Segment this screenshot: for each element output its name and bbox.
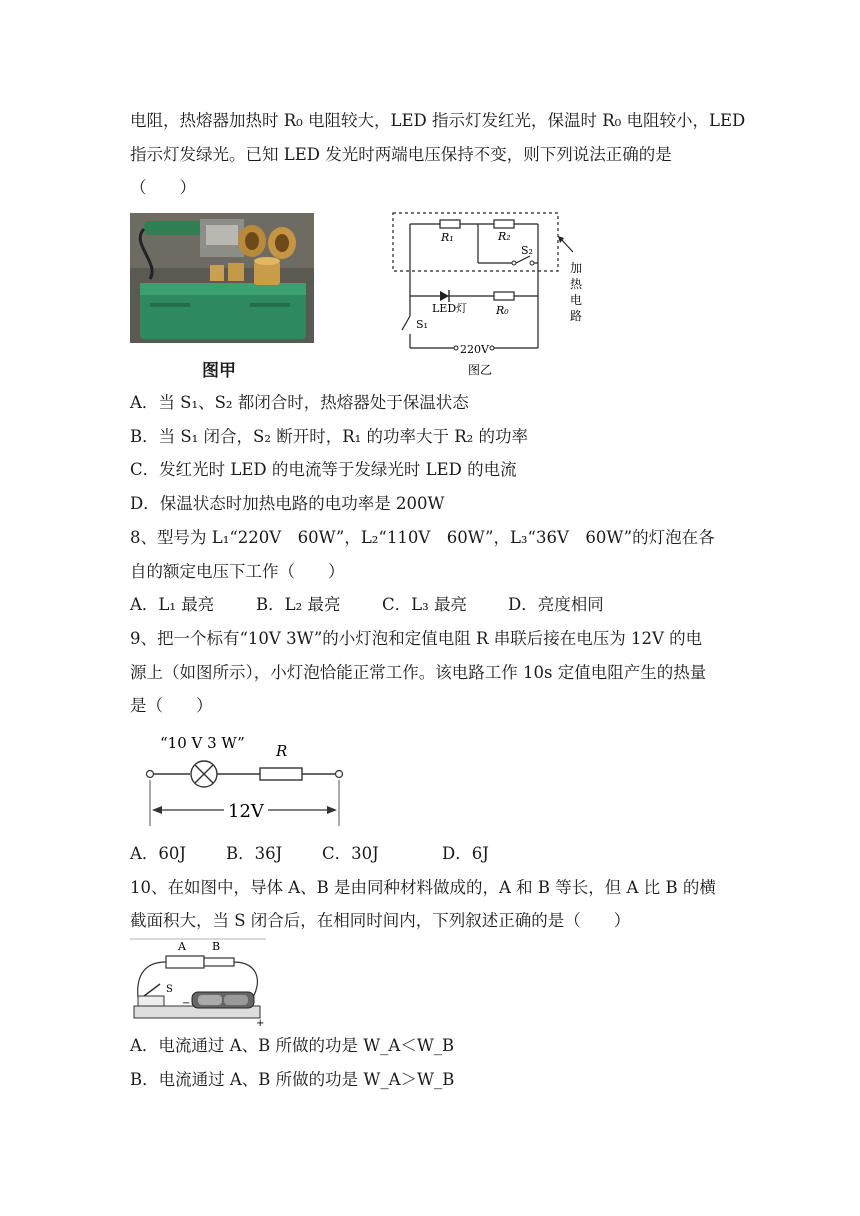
resistor-icon [260, 768, 302, 780]
q9-option-b: B．36J [226, 844, 283, 863]
s1-label: S₁ [416, 318, 428, 331]
q8-option-c: C．L₃ 最亮 [382, 595, 467, 614]
q8-stem-line-1: 8、型号为 L₁“220V 60W”，L₂“110V 60W”，L₃“36V 60W”的灯泡在各 [130, 528, 715, 547]
voltage-label: 220V [460, 343, 489, 356]
figure-b-circuit [388, 208, 598, 380]
figure-a-photo [130, 213, 314, 343]
heater-char-4: 路 [570, 309, 583, 323]
heater-char-1: 加 [570, 261, 583, 275]
q8-option-a: A．L₁ 最亮 [130, 595, 215, 614]
q7-option-b: B．当 S₁ 闭合，S₂ 断开时，R₁ 的功率大于 R₂ 的功率 [130, 427, 529, 446]
q10-option-b: B．电流通过 A、B 所做的功是 W_A＞W_B [130, 1070, 455, 1089]
q9-option-a: A．60J [130, 844, 187, 863]
r2-label: R₂ [498, 230, 511, 243]
resistor-label: R [276, 742, 288, 760]
q9-option-c: C．30J [322, 844, 379, 863]
label-plus: + [256, 1018, 265, 1028]
label-a: A [178, 940, 186, 953]
q7-option-a: A．当 S₁、S₂ 都闭合时，热熔器处于保温状态 [130, 393, 469, 412]
q7-stem-line-2: 指示灯发绿光。已知 LED 发光时两端电压保持不变，则下列说法正确的是 [130, 145, 672, 164]
q8-option-d: D．亮度相同 [508, 595, 604, 614]
q7-stem-line-3: （ ） [130, 178, 196, 197]
supply-voltage-label: 12V [228, 801, 264, 822]
q9-stem-line-3: 是（ ） [130, 696, 213, 715]
q9-stem-line-2: 源上（如图所示），小灯泡恰能正常工作。该电路工作 10s 定值电阻产生的热量 [130, 663, 707, 682]
q9-circuit-figure [140, 730, 350, 830]
q10-stem-line-1: 10、在如图中，导体 A、B 是由同种材料做成的，A 和 B 等长，但 A 比 B 的横 [130, 878, 716, 897]
q10-circuit-figure [130, 936, 270, 1028]
q9-options [130, 843, 489, 865]
figure-b-caption: 图乙 [468, 363, 493, 377]
q9-stem-line-1: 9、把一个标有“10V 3W”的小灯泡和定值电阻 R 串联后接在电压为 12V 的电 [130, 629, 703, 648]
heater-char-2: 热 [570, 277, 583, 291]
bulb-rating-label: “10 V 3 W” [160, 734, 245, 752]
q8-stem-line-2: 自的额定电压下工作（ ） [130, 562, 345, 581]
q8-option-b: B．L₂ 最亮 [256, 595, 341, 614]
label-minus: − [182, 998, 191, 1009]
q7-option-d: D．保温状态时加热电路的电功率是 200W [130, 494, 445, 513]
heater-char-3: 电 [570, 293, 583, 307]
q9-option-d: D．6J [442, 844, 489, 863]
q10-option-a: A．电流通过 A、B 所做的功是 W_A＜W_B [130, 1036, 455, 1055]
led-label: LED灯 [432, 302, 468, 315]
q8-options [130, 594, 604, 616]
q10-stem-line-2: 截面积大，当 S 闭合后，在相同时间内，下列叙述正确的是（ ） [130, 911, 631, 930]
r1-label: R₁ [441, 231, 454, 244]
switch-icon [144, 984, 160, 996]
q7-stem-line-1: 电阻，热熔器加热时 R₀ 电阻较大，LED 指示灯发红光，保温时 R₀ 电阻较小，LED [130, 111, 746, 130]
figure-a-caption: 图甲 [202, 361, 236, 381]
r0-label: R₀ [496, 304, 509, 317]
label-b: B [212, 940, 221, 953]
q7-option-c: C．发红光时 LED 的电流等于发绿光时 LED 的电流 [130, 460, 517, 479]
s2-label: S₂ [521, 244, 533, 257]
label-s: S [166, 984, 173, 995]
conductor-b [204, 958, 234, 966]
conductor-a [166, 956, 204, 968]
